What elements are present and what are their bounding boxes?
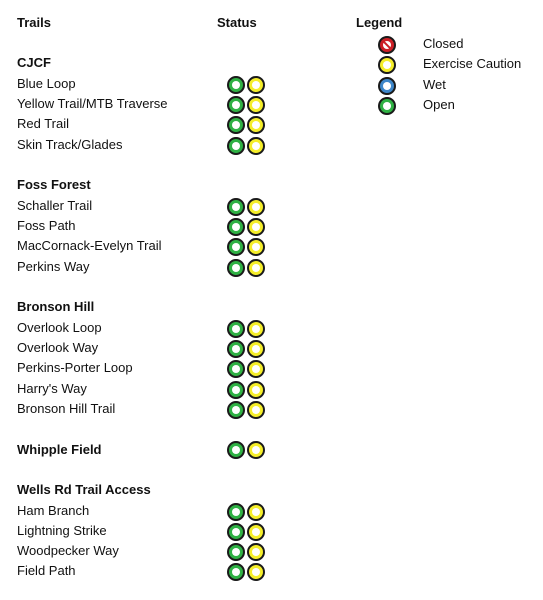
caution-icon: [247, 563, 265, 581]
wet-icon: [378, 77, 396, 95]
trails-header: Trails: [17, 15, 51, 30]
trail-name: MacCornack-Evelyn Trail: [17, 238, 162, 253]
legend-label: Wet: [423, 77, 446, 92]
legend-label: Exercise Caution: [423, 56, 522, 71]
caution-icon: [247, 381, 265, 399]
caution-icon: [247, 441, 265, 459]
open-icon: [227, 503, 245, 521]
open-icon: [227, 360, 245, 378]
section-title: Wells Rd Trail Access: [17, 482, 151, 497]
caution-icon: [247, 401, 265, 419]
open-icon: [227, 116, 245, 134]
legend-item-caution: [378, 55, 543, 75]
section-title: Bronson Hill: [17, 299, 95, 314]
caution-icon: [247, 259, 265, 277]
trail-name: Overlook Loop: [17, 320, 102, 335]
trail-name: Ham Branch: [17, 503, 90, 518]
legend-label: Closed: [423, 36, 464, 51]
open-icon: [227, 218, 245, 236]
trail-status: [227, 237, 269, 257]
trail-name: Harry's Way: [17, 381, 87, 396]
open-icon: [378, 97, 396, 115]
trail-status: [227, 359, 269, 379]
trail-status: [227, 197, 269, 217]
caution-icon: [247, 198, 265, 216]
open-icon: [227, 76, 245, 94]
trail-status: [227, 115, 269, 135]
legend-item-closed: [378, 35, 543, 55]
trail-name: Perkins Way: [17, 259, 90, 274]
section-title: Foss Forest: [17, 177, 91, 192]
caution-icon: [247, 320, 265, 338]
trail-status: [227, 380, 269, 400]
trail-name: Skin Track/Glades: [17, 137, 123, 152]
trail-status: [227, 339, 269, 359]
trail-name: Schaller Trail: [17, 198, 93, 213]
caution-icon: [247, 76, 265, 94]
open-icon: [227, 198, 245, 216]
open-icon: [227, 381, 245, 399]
trail-status: [227, 136, 269, 156]
section-title: CJCF: [17, 55, 51, 70]
open-icon: [227, 96, 245, 114]
section-title: Whipple Field: [17, 442, 102, 457]
status-header: Status: [217, 15, 257, 30]
caution-icon: [247, 360, 265, 378]
caution-icon: [378, 56, 396, 74]
trail-status: [227, 75, 269, 95]
trail-status: [227, 542, 269, 562]
open-icon: [227, 441, 245, 459]
closed-icon: [378, 36, 396, 54]
trail-name: Blue Loop: [17, 76, 76, 91]
trail-status: [227, 522, 269, 542]
trail-name: Foss Path: [17, 218, 76, 233]
caution-icon: [247, 543, 265, 561]
open-icon: [227, 259, 245, 277]
trail-status: [227, 562, 269, 582]
open-icon: [227, 523, 245, 541]
trail-name: Yellow Trail/MTB Traverse: [17, 96, 168, 111]
trail-name: Overlook Way: [17, 340, 99, 355]
legend-item-open: [378, 96, 543, 116]
trail-name: Red Trail: [17, 116, 70, 131]
open-icon: [227, 563, 245, 581]
trail-status: [227, 400, 269, 420]
caution-icon: [247, 137, 265, 155]
open-icon: [227, 543, 245, 561]
trail-status: [227, 258, 269, 278]
trail-name: Lightning Strike: [17, 523, 107, 538]
caution-icon: [247, 503, 265, 521]
open-icon: [227, 340, 245, 358]
caution-icon: [247, 340, 265, 358]
trail-status: [227, 319, 269, 339]
trail-status: [227, 440, 269, 460]
open-icon: [227, 320, 245, 338]
legend-header: Legend: [356, 15, 403, 30]
caution-icon: [247, 523, 265, 541]
caution-icon: [247, 218, 265, 236]
trail-name: Field Path: [17, 563, 76, 578]
caution-icon: [247, 116, 265, 134]
trail-status: [227, 217, 269, 237]
open-icon: [227, 137, 245, 155]
open-icon: [227, 401, 245, 419]
open-icon: [227, 238, 245, 256]
legend-item-wet: [378, 76, 543, 96]
trail-name: Bronson Hill Trail: [17, 401, 116, 416]
caution-icon: [247, 238, 265, 256]
trail-name: Woodpecker Way: [17, 543, 119, 558]
trail-name: Perkins-Porter Loop: [17, 360, 133, 375]
caution-icon: [247, 96, 265, 114]
legend-label: Open: [423, 97, 455, 112]
trail-status: [227, 95, 269, 115]
trail-status: [227, 502, 269, 522]
